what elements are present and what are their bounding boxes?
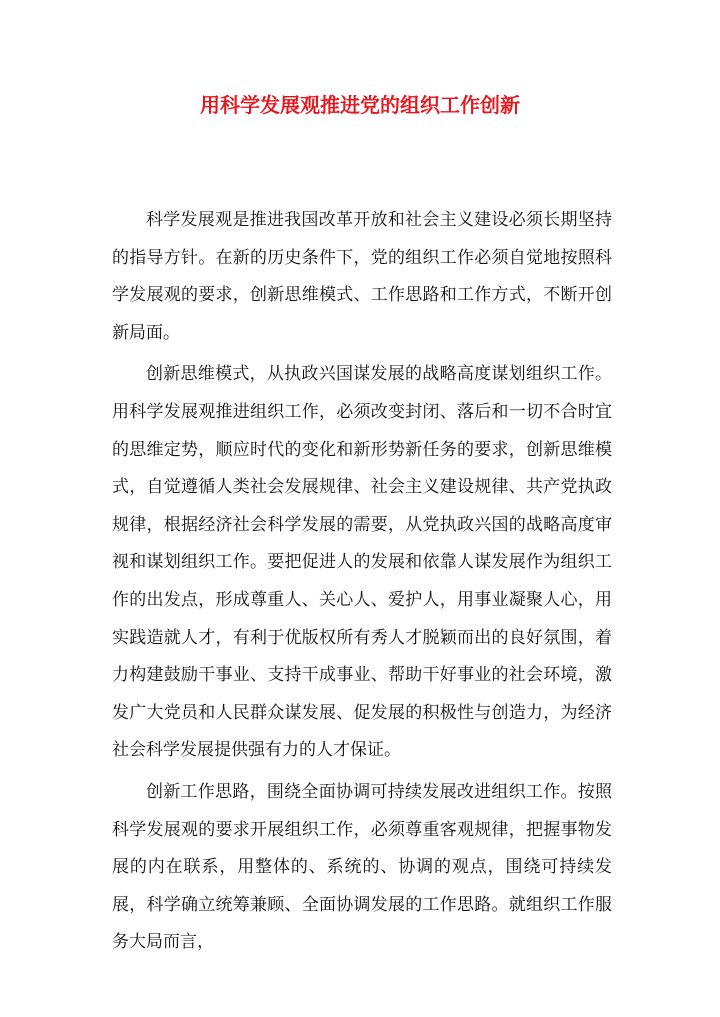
paragraph-1: 科学发展观是推进我国改革开放和社会主义建设必须长期坚持的指导方针。在新的历史条件下，党的组织工作必须自觉地按照科学发展观的要求，创新思维模式、工作思路和工作方式，不断开创新局面。 [112,210,612,343]
document-title: 用科学发展观推进党的组织工作创新 [200,93,520,117]
paragraph-3: 创新工作思路，围绕全面协调可持续发展改进组织工作。按照科学发展观的要求开展组织工作，必须尊重客观规律，把握事物发展的内在联系，用整体的、系统的、协调的观点，围绕可持续发展，科学确立统筹兼顾、全面协调发展的工作思路。就组织工作服务大局而言， [112,781,612,953]
paragraph-2: 创新思维模式，从执政兴国谋发展的战略高度谋划组织工作。用科学发展观推进组织工作，必须改变封闭、落后和一切不合时宜的思维定势，顺应时代的变化和新形势新任务的要求，创新思维模式，自觉遵循人类社会发展规律、社会主义建设规律、共产党执政规律，根据经济社会科学发展的需要，从党执政兴国的战略高度审视和谋划组织工作。要把促进人的发展和依靠人谋发展作为组织工作的出发点，形成尊重人、关心人、爱护人，用事业凝聚人心，用实践造就人才，有利于优版权所有秀人才脱颖而出的良好氛围，着力构建鼓励干事业、支持干成事业、帮助干好事业的社会环境，激发广大党员和人民群众谋发展、促发展的积极性与创造力，为经济社会科学发展提供强有力的人才保证。 [112,364,612,761]
document-body [112,202,612,966]
